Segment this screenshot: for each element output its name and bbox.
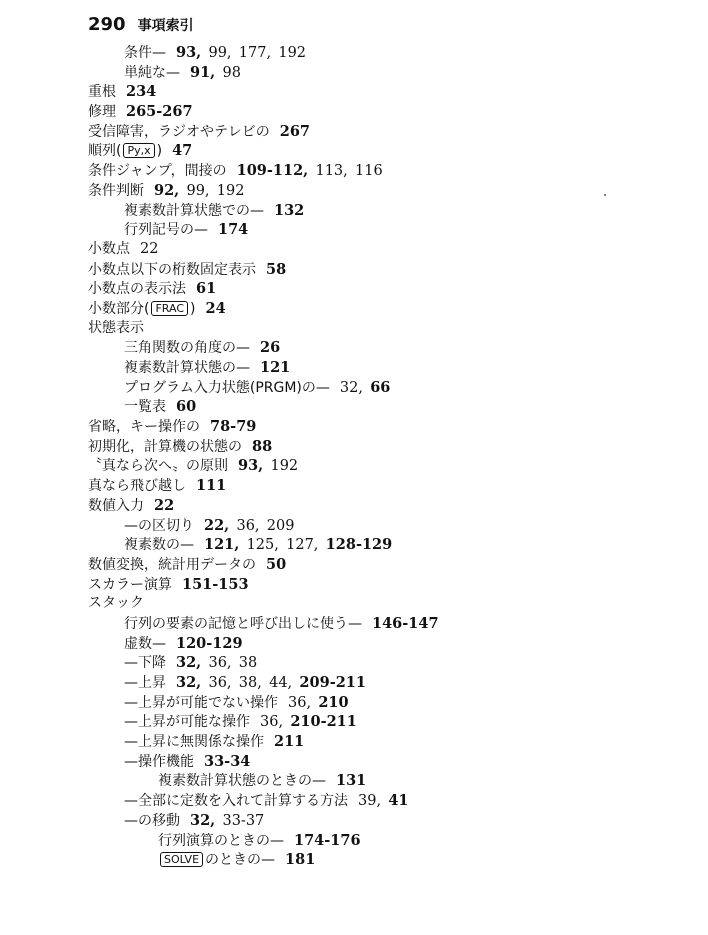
page-ref-primary: 26 bbox=[260, 339, 281, 357]
page-references bbox=[280, 124, 310, 140]
page-ref-primary: 146-147 bbox=[372, 614, 439, 632]
page-references bbox=[172, 143, 192, 159]
entry-term: 複素数計算状態のときの— bbox=[158, 773, 326, 790]
page-references bbox=[218, 222, 248, 238]
index-entry bbox=[88, 594, 688, 614]
page-ref-primary: 22, bbox=[204, 516, 230, 534]
entry-term-suffix: のときの— bbox=[205, 852, 276, 869]
entry-term: 行列演算のときの— bbox=[158, 832, 284, 849]
page-ref: 192 bbox=[278, 45, 307, 61]
entry-term: 受信障害，ラジオやテレビの bbox=[88, 123, 270, 140]
page-ref-primary: 181 bbox=[285, 851, 316, 869]
page-ref: 209 bbox=[266, 517, 295, 534]
page-references bbox=[182, 577, 249, 593]
page-ref-primary: 66 bbox=[370, 378, 391, 396]
page-references bbox=[196, 281, 216, 297]
page-ref-primary: 234 bbox=[126, 83, 157, 101]
entry-term: 複素数の— bbox=[124, 537, 194, 554]
entry-term: 三角関数の角度の— bbox=[124, 340, 250, 357]
page-references bbox=[176, 636, 243, 652]
page-ref-primary: 174 bbox=[218, 221, 249, 239]
stray-mark bbox=[604, 194, 606, 196]
page-ref: 22 bbox=[140, 240, 159, 257]
entry-term: スタック bbox=[88, 595, 144, 612]
running-title: 事項索引 bbox=[137, 18, 194, 34]
page-ref: 32, bbox=[339, 379, 363, 396]
entry-term: 行列記号の— bbox=[124, 222, 208, 239]
page-ref-primary: 32, bbox=[190, 811, 216, 829]
page-ref-primary: 32, bbox=[176, 674, 202, 691]
page-ref-primary: 33-34 bbox=[204, 752, 251, 770]
page-ref: 99, bbox=[208, 45, 232, 61]
page-references bbox=[204, 537, 392, 553]
page-number: 290 bbox=[88, 14, 126, 35]
page-references bbox=[204, 754, 250, 770]
page-header bbox=[88, 14, 194, 35]
page-references bbox=[196, 478, 226, 494]
index-entry bbox=[88, 752, 688, 772]
index-entry bbox=[88, 338, 688, 358]
page-ref-primary: 121 bbox=[260, 359, 291, 376]
page-ref: 36, bbox=[260, 714, 284, 731]
page-references bbox=[154, 183, 244, 199]
page-ref-primary: 210-211 bbox=[290, 713, 357, 731]
index-entry bbox=[88, 673, 688, 693]
entry-term: 順列( bbox=[88, 143, 122, 160]
calculator-key-label: SOLVE bbox=[160, 852, 203, 867]
index-entry bbox=[88, 240, 688, 260]
page-references bbox=[274, 203, 304, 219]
index-entry bbox=[88, 791, 688, 811]
index-entry bbox=[88, 437, 688, 457]
entry-term: —上昇に無関係な操作 bbox=[124, 734, 264, 751]
page-references bbox=[210, 419, 256, 435]
page-references bbox=[126, 104, 193, 120]
spacer bbox=[239, 537, 246, 553]
page-ref-primary: 211 bbox=[274, 733, 305, 751]
index-entry bbox=[88, 260, 688, 280]
entry-term: 虚数— bbox=[124, 635, 166, 652]
entry-term: 条件— bbox=[124, 45, 166, 61]
page-ref-primary: 111 bbox=[196, 477, 227, 495]
page-ref: 36, bbox=[208, 675, 232, 691]
spacer bbox=[232, 655, 239, 671]
entry-term: 省略，キー操作の bbox=[88, 419, 200, 436]
page-ref-primary: 92, bbox=[154, 181, 180, 199]
page-ref-primary: 209-211 bbox=[299, 674, 366, 691]
entry-term: スカラー演算 bbox=[88, 576, 172, 593]
spacer bbox=[318, 537, 325, 553]
page-references bbox=[176, 655, 257, 671]
calculator-key-label: Py,x bbox=[123, 143, 154, 158]
index-entry bbox=[88, 496, 688, 516]
page-ref-primary: 120-129 bbox=[176, 634, 243, 652]
page-references bbox=[266, 557, 286, 573]
index-entry bbox=[88, 476, 688, 496]
entry-term: 複素数計算状態の— bbox=[124, 360, 250, 376]
page-references bbox=[372, 616, 439, 632]
entry-term: 数値入力 bbox=[88, 497, 144, 514]
entry-term: 行列の要素の記憶と呼び出しに使う— bbox=[124, 615, 362, 632]
entry-term: 数値変換，統計用データの bbox=[88, 556, 256, 573]
page-references bbox=[285, 852, 315, 868]
index-entry bbox=[88, 201, 688, 221]
index-entry bbox=[88, 417, 688, 437]
page-ref-primary: 132 bbox=[274, 201, 305, 219]
entry-term: 小数部分( bbox=[88, 300, 150, 317]
page-ref-primary: 265-267 bbox=[126, 103, 193, 121]
page-ref: 192 bbox=[216, 182, 245, 199]
index-entry bbox=[88, 456, 688, 476]
page-ref-primary: 50 bbox=[266, 555, 287, 573]
entry-term: 複素数計算状態での— bbox=[124, 202, 264, 219]
page-ref: 38, bbox=[238, 675, 262, 691]
page-references bbox=[237, 163, 383, 179]
page-ref-primary: 109-112, bbox=[236, 162, 309, 180]
entry-term: —の区切り bbox=[124, 517, 194, 534]
index-entry bbox=[88, 358, 688, 378]
index-entry bbox=[88, 299, 688, 319]
index-entry bbox=[88, 397, 688, 417]
index-entry bbox=[88, 43, 688, 63]
page-ref-primary: 93, bbox=[176, 44, 202, 61]
page-references bbox=[274, 734, 304, 750]
entry-term: 単純な— bbox=[124, 64, 180, 81]
page-ref-primary: 267 bbox=[279, 122, 311, 140]
page-references bbox=[238, 458, 298, 474]
entry-term: 小数点の表示法 bbox=[88, 281, 186, 298]
index-entry-list bbox=[88, 43, 688, 870]
page-references bbox=[140, 241, 158, 257]
entry-term: —下降 bbox=[124, 655, 166, 672]
index-entry bbox=[88, 634, 688, 654]
entry-term: —上昇が可能な操作 bbox=[124, 714, 250, 731]
page-references bbox=[288, 695, 349, 711]
page-references bbox=[260, 714, 357, 730]
index-entry bbox=[88, 161, 688, 181]
spacer bbox=[232, 675, 239, 691]
page-ref-primary: 131 bbox=[336, 772, 367, 790]
index-entry bbox=[88, 82, 688, 102]
calculator-key-label: FRAC bbox=[151, 301, 188, 316]
page-references bbox=[126, 84, 156, 100]
index-entry bbox=[88, 653, 688, 673]
page-ref-primary: 88 bbox=[252, 437, 273, 455]
index-entry bbox=[88, 614, 688, 634]
page-references bbox=[260, 340, 280, 356]
page-references bbox=[204, 518, 294, 534]
page-references bbox=[260, 360, 290, 376]
page-ref-primary: 61 bbox=[196, 280, 217, 298]
page-ref-primary: 78-79 bbox=[210, 418, 257, 436]
entry-term: プログラム入力状態(PRGM)の— bbox=[124, 379, 330, 396]
page-ref-primary: 32, bbox=[176, 654, 202, 672]
index-entry bbox=[88, 516, 688, 536]
page-references bbox=[205, 301, 225, 317]
page-references bbox=[176, 45, 306, 61]
page-references bbox=[340, 380, 391, 396]
page-ref-primary: 41 bbox=[388, 792, 409, 810]
page-ref: 192 bbox=[270, 458, 299, 475]
page-ref: 125, bbox=[246, 537, 279, 554]
page-ref: 36, bbox=[288, 694, 312, 711]
page-ref-primary: 24 bbox=[205, 299, 226, 317]
index-entry bbox=[88, 319, 688, 339]
page-ref: 36, bbox=[236, 517, 260, 534]
page-ref: 38 bbox=[238, 655, 258, 672]
entry-term: 条件判断 bbox=[88, 182, 144, 199]
page-references bbox=[252, 439, 272, 455]
index-entry bbox=[88, 535, 688, 555]
index-entry bbox=[88, 693, 688, 713]
spacer bbox=[210, 183, 217, 199]
entry-term: 修理 bbox=[88, 104, 116, 121]
entry-term: 〝真なら次へ〟の原則 bbox=[88, 458, 228, 475]
page-ref-primary: 60 bbox=[176, 398, 197, 416]
page-ref: 36, bbox=[208, 655, 232, 672]
index-entry bbox=[88, 63, 688, 83]
index-entry bbox=[88, 279, 688, 299]
index-entry bbox=[88, 378, 688, 398]
page-ref: 44, bbox=[269, 675, 293, 691]
page-ref: 127, bbox=[286, 537, 319, 554]
entry-term: —全部に定数を入れて計算する方法 bbox=[124, 793, 348, 810]
index-entry bbox=[88, 850, 688, 870]
index-entry bbox=[88, 831, 688, 851]
index-entry bbox=[88, 712, 688, 732]
entry-term: 小数点 bbox=[88, 240, 130, 257]
entry-term: —の移動 bbox=[124, 812, 180, 829]
page-ref-primary: 210 bbox=[318, 693, 349, 711]
page-ref: 99, bbox=[186, 182, 210, 199]
index-entry bbox=[88, 102, 688, 122]
entry-term: —上昇が可能でない操作 bbox=[124, 694, 278, 711]
page-references bbox=[176, 399, 196, 415]
page-ref: 116 bbox=[355, 163, 383, 180]
entry-term: —上昇 bbox=[124, 675, 166, 691]
page-references bbox=[176, 675, 366, 691]
index-entry bbox=[88, 771, 688, 791]
page-ref: 177, bbox=[238, 45, 272, 61]
page-references bbox=[336, 773, 366, 789]
page-ref-primary: 128-129 bbox=[325, 536, 393, 554]
entry-term: 条件ジャンプ，間接の bbox=[88, 163, 227, 180]
index-entry bbox=[88, 732, 688, 752]
index-entry bbox=[88, 220, 688, 240]
page-ref-primary: 47 bbox=[172, 142, 193, 160]
spacer bbox=[348, 163, 355, 179]
page-ref-primary: 58 bbox=[266, 260, 287, 278]
page-references bbox=[190, 813, 264, 829]
page-ref: 113, bbox=[315, 163, 348, 180]
page-references bbox=[294, 833, 361, 849]
entry-term: 初期化，計算機の状態の bbox=[88, 438, 242, 455]
entry-term: 状態表示 bbox=[88, 319, 144, 336]
spacer bbox=[260, 518, 267, 534]
entry-term-suffix: ) bbox=[156, 143, 163, 160]
page-ref: 33-37 bbox=[222, 812, 265, 829]
page-ref-primary: 93, bbox=[238, 457, 264, 475]
entry-term: 真なら飛び越し bbox=[88, 478, 186, 495]
entry-term: 重根 bbox=[88, 84, 116, 101]
page-references bbox=[358, 793, 409, 809]
page-ref-primary: 22 bbox=[154, 496, 175, 514]
index-entry bbox=[88, 811, 688, 831]
index-entry bbox=[88, 141, 688, 161]
page-references bbox=[190, 65, 241, 81]
index-entry bbox=[88, 181, 688, 201]
index-entry bbox=[88, 555, 688, 575]
page-ref: 39, bbox=[358, 793, 382, 810]
index-entry bbox=[88, 575, 688, 595]
page-ref-primary: 91, bbox=[190, 63, 216, 81]
entry-term: —操作機能 bbox=[124, 753, 194, 770]
page-references bbox=[266, 262, 286, 278]
page-ref-primary: 121, bbox=[204, 536, 240, 554]
page-references bbox=[154, 498, 174, 514]
index-entry bbox=[88, 122, 688, 142]
page-ref: 98 bbox=[222, 64, 241, 81]
page-ref-primary: 151-153 bbox=[182, 575, 249, 593]
entry-term: 一覧表 bbox=[124, 399, 166, 416]
entry-term-suffix: ) bbox=[190, 300, 196, 317]
entry-term: 小数点以下の桁数固定表示 bbox=[88, 261, 256, 278]
spacer bbox=[232, 45, 239, 61]
page-ref-primary: 174-176 bbox=[294, 831, 361, 849]
